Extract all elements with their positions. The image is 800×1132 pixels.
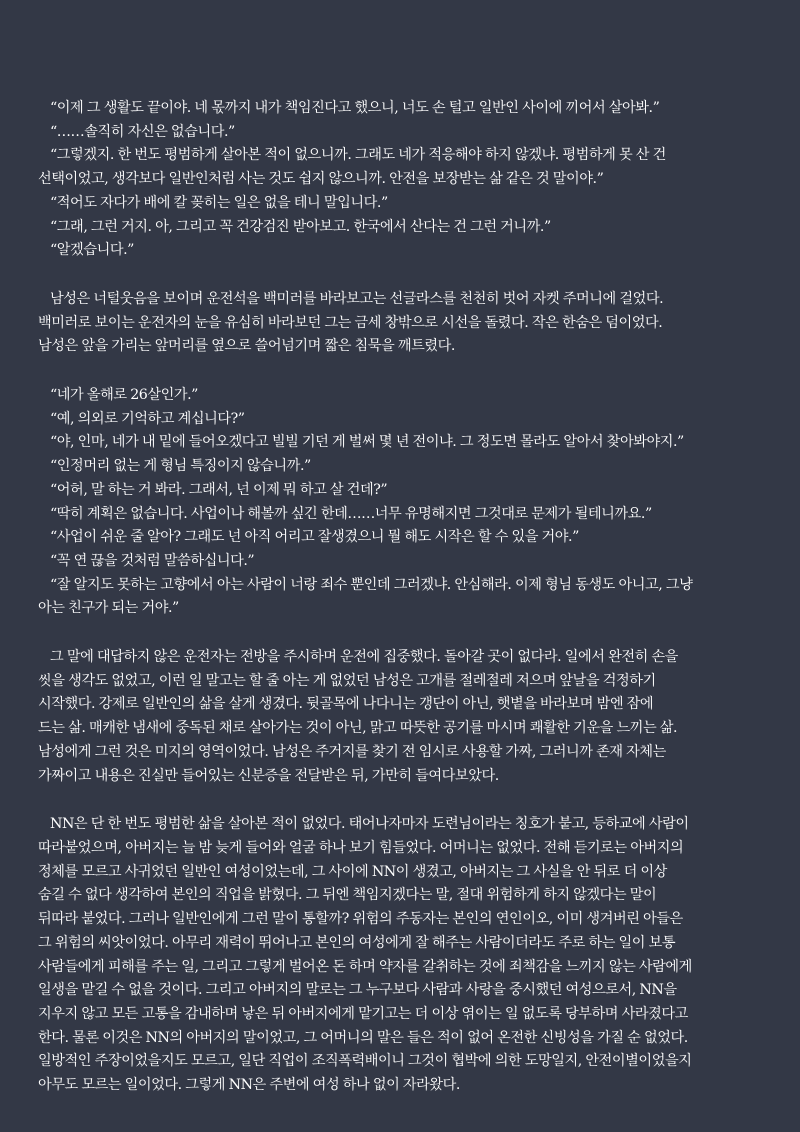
dialogue-line: “꼭 연 끊을 것처럼 말씀하십니다.”: [50, 552, 255, 569]
narration-line: 남성은 너털웃음을 보이며 운전석을 백미러를 바라보고는 선글라스를 천천히 벗어 자켓 주머니에 걸었다.: [50, 290, 664, 307]
narration-line: 정체를 모르고 사귀었던 일반인 여성이었는데, 그 사이에 NN이 생겼고, 아버지는 그 사실을 안 뒤로 더 이상: [38, 863, 667, 880]
dialogue-line: 아는 친구가 되는 거야.”: [38, 600, 179, 617]
narration-line: 사람들에게 피해를 주는 일, 그리고 그렇게 벌어온 돈 하며 약자를 갈취하는 것에 죄책감을 느끼지 않는 사람에게: [38, 958, 692, 975]
paragraph-gap: [38, 621, 770, 646]
narration-line: NN은 단 한 번도 평범한 삶을 살아본 적이 없었다. 태어나자마자 도련님이라는 칭호가 붙고, 등하교에 사람이: [50, 816, 689, 833]
dialogue-line: “알겠습니다.”: [50, 242, 134, 259]
dialogue-line: “사업이 쉬운 줄 알아? 그래도 넌 아직 어리고 잘생겼으니 뭘 해도 시작은 할 수 있을 거야.”: [50, 529, 579, 546]
dialogue-line: “인정머리 없는 게 형님 특징이지 않습니까.”: [50, 458, 311, 475]
paragraph-gap: [38, 359, 770, 384]
narration-line: 일방적인 주장이었을지도 모르고, 일단 직업이 조직폭력배이니 그것이 협박에 의한 도망일지, 안전이별이었을지: [38, 1053, 692, 1070]
narration-line: 드는 삶. 매캐한 냄새에 중독된 채로 살아가는 것이 아닌, 맑고 따뜻한 공기를 마시며 쾌활한 기운을 느끼는 삶.: [38, 720, 678, 737]
dialogue-line: “그렇겠지. 한 번도 평범하게 살아본 적이 없으니까. 그래도 네가 적응해야 하지 않겠냐. 평범하게 못 산 건: [50, 147, 666, 164]
dialogue-line: “네가 올해로 26살인가.”: [50, 387, 198, 404]
paragraph-gap: [38, 263, 770, 288]
narration-line: 가짜이고 내용은 진실만 들어있는 신분증을 전달받은 뒤, 가만히 들여다보았다.: [38, 767, 499, 784]
dialogue-block-1: [38, 97, 770, 263]
dialogue-line: “적어도 자다가 배에 칼 꽂히는 일은 없을 테니 말입니다.”: [50, 194, 388, 211]
dialogue-line: “어허, 말 하는 거 봐라. 그래서, 넌 이제 뭐 하고 살 건데?”: [50, 481, 388, 498]
dialogue-block-2: [38, 384, 770, 621]
dialogue-line: 선택이었고, 생각보다 일반인처럼 사는 것도 쉽지 않으니까. 안전을 보장받는 삶 같은 것 말이야.”: [38, 171, 604, 188]
narration-paragraph-1: [38, 288, 770, 359]
narration-line: 지우지 않고 모든 고통을 감내하며 낳은 뒤 아버지에게 맡기고는 더 이상 엮이는 일 없도록 당부하며 사라졌다고: [38, 1005, 688, 1022]
dialogue-line: “잘 알지도 못하는 고향에서 아는 사람이 너랑 죄수 뿐인데 그러겠냐. 안심해라. 이제 형님 동생도 아니고, 그냥: [50, 576, 693, 593]
narration-line: 씻을 생각도 없었고, 이런 일 말고는 할 줄 아는 게 없었던 남성은 고개를 절레절레 저으며 앞날을 걱정하기: [38, 672, 656, 689]
narration-line: 한다. 물론 이것은 NN의 아버지의 말이었고, 그 어머니의 말은 들은 적이 없어 온전한 신빙성을 가질 순 없었다.: [38, 1029, 688, 1046]
narration-line: 따라붙었으며, 아버지는 늘 밤 늦게 들어와 얼굴 하나 보기 힘들었다. 어머니는 없었다. 전해 듣기로는 아버지의: [38, 839, 684, 856]
dialogue-line: “그래, 그런 거지. 아, 그리고 꼭 건강검진 받아보고. 한국에서 산다는 건 그런 거니까.”: [50, 218, 551, 235]
narration-line: 숨길 수 없다 생각하여 본인의 직업을 밝혔다. 그 뒤엔 책임지겠다는 말, 절대 위험하게 하지 않겠다는 말이: [38, 887, 657, 904]
narration-paragraph-2: [38, 646, 770, 788]
narration-line: 뒤따라 붙었다. 그러나 일반인에게 그런 말이 통할까? 위험의 주동자는 본인의 연인이오, 이미 생겨버린 아들은: [38, 911, 683, 928]
narration-line: 백미러로 보이는 운전자의 눈을 유심히 바라보던 그는 금세 창밖으로 시선을 돌렸다. 작은 한숨은 덤이었다.: [38, 314, 663, 331]
narration-line: 남성은 앞을 가리는 앞머리를 옆으로 쓸어넘기며 짧은 침묵을 깨트렸다.: [38, 338, 455, 355]
paragraph-gap: [38, 788, 770, 813]
dialogue-line: “……솔직히 자신은 없습니다.”: [50, 123, 235, 140]
dialogue-line: “딱히 계획은 없습니다. 사업이나 해볼까 싶긴 한데……너무 유명해지면 그것대로 문제가 될테니까요.”: [50, 505, 652, 522]
dialogue-line: “야, 인마, 네가 내 밑에 들어오겠다고 빌빌 기던 게 벌써 몇 년 전이냐. 그 정도면 몰라도 알아서 찾아봐야지.”: [50, 434, 684, 451]
dialogue-line: “예, 의외로 기억하고 계십니다?”: [50, 410, 245, 427]
narration-line: 남성에게 그런 것은 미지의 영역이었다. 남성은 주거지를 찾기 전 임시로 사용할 가짜, 그러니까 존재 자체는: [38, 743, 666, 760]
dialogue-line: “이제 그 생활도 끝이야. 네 몫까지 내가 책임진다고 했으니, 너도 손 털고 일반인 사이에 끼어서 살아봐.”: [50, 100, 660, 116]
narration-line: 그 위험의 씨앗이었다. 아무리 재력이 뛰어나고 본인의 여성에게 잘 해주는 사람이더라도 주로 하는 일이 보통: [38, 934, 676, 951]
narration-paragraph-3: [38, 813, 770, 1097]
narration-line: 일생을 맡길 수 없을 것이다. 그리고 아버지의 말로는 그 누구보다 사람과 사랑을 중시했던 여성으로서, NN을: [38, 982, 677, 999]
narration-line: 시작했다. 강제로 일반인의 삶을 살게 생겼다. 뒷골목에 나다니는 갱단이 아닌, 햇볕을 바라보며 밤엔 잠에: [38, 696, 654, 713]
narration-line: 아무도 모르는 일이었다. 그렇게 NN은 주변에 여성 하나 없이 자라왔다.: [38, 1077, 460, 1094]
narration-line: 그 말에 대답하지 않은 운전자는 전방을 주시하며 운전에 집중했다. 돌아갈 곳이 없다라. 일에서 완전히 손을: [50, 649, 678, 666]
